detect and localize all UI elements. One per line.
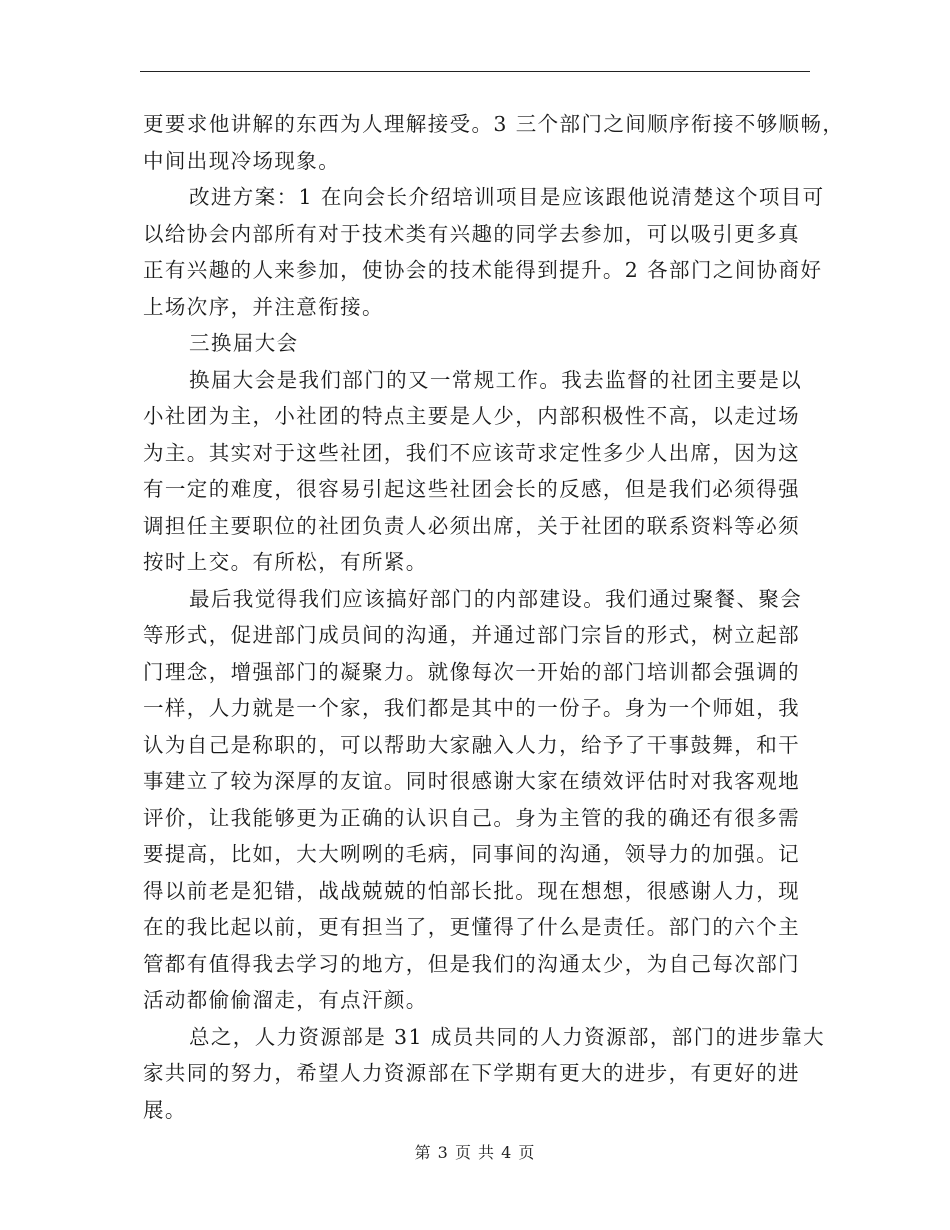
text-line: 调担任主要职位的社团负责人必须出席，关于社团的联系资料等必须 [143,513,800,538]
text-line: 有一定的难度，很容易引起这些社团会长的反感，但是我们必须得强 [143,477,800,501]
text-line: 家共同的努力，希望人力资源部在下学期有更大的进步，有更好的进 [143,1061,800,1085]
text-line: 一样，人力就是一个家，我们都是其中的一份子。身为一个师姐，我 [143,696,800,720]
text-line: 等形式，促进部门成员间的沟通，并通过部门宗旨的形式，树立起部 [143,623,800,647]
text-line: 三换届大会 [189,331,299,355]
text-line: 总之，人力资源部是 31 成员共同的人力资源部，部门的进步靠大 [189,1024,826,1049]
text-line: 得以前老是犯错，战战兢兢的怕部长批。现在想想，很感谢人力，现 [143,878,800,903]
page-footer: 第 3 页 共 4 页 [414,1143,536,1162]
header-rule [140,71,810,72]
body-text [143,106,845,1128]
text-line: 要提高，比如，大大咧咧的毛病，同事间的沟通，领导力的加强。记 [143,842,800,866]
text-line: 管都有值得我去学习的地方，但是我们的沟通太少，为自己每次部门 [143,951,800,976]
text-line: 为主。其实对于这些社团，我们不应该苛求定性多少人出席，因为这 [143,440,800,465]
text-line: 换届大会是我们部门的又一常规工作。我去监督的社团主要是以 [189,367,803,392]
text-line: 改进方案：1 在向会长介绍培训项目是应该跟他说清楚这个项目可 [189,185,825,209]
text-line: 上场次序，并注意衔接。 [143,294,384,319]
text-line: 最后我觉得我们应该搞好部门的内部建设。我们通过聚餐、聚会 [189,586,803,611]
text-line: 正有兴趣的人来参加，使协会的技术能得到提升。2 各部门之间协商好 [143,258,823,282]
text-line: 按时上交。有所松，有所紧。 [143,550,428,574]
text-line: 展。 [143,1097,187,1122]
text-line: 门理念，增强部门的凝聚力。就像每次一开始的部门培训都会强调的 [143,659,800,684]
text-line: 小社团为主，小社团的特点主要是人少，内部积极性不高，以走过场 [143,404,800,428]
text-line: 评价，让我能够更为正确的认识自己。身为主管的我的确还有很多需 [143,805,800,830]
text-line: 在的我比起以前，更有担当了，更懂得了什么是责任。部门的六个主 [143,915,800,939]
text-line: 事建立了较为深厚的友谊。同时很感谢大家在绩效评估时对我客观地 [143,769,800,793]
text-line: 认为自己是称职的，可以帮助大家融入人力，给予了干事鼓舞，和干 [143,732,800,757]
text-line: 活动都偷偷溜走，有点汗颜。 [143,988,428,1012]
text-line: 更要求他讲解的东西为人理解接受。3 三个部门之间顺序衔接不够顺畅， [143,112,845,136]
text-line: 中间出现冷场现象。 [143,148,341,173]
text-line: 以给协会内部所有对于技术类有兴趣的同学去参加，可以吸引更多真 [143,221,800,246]
